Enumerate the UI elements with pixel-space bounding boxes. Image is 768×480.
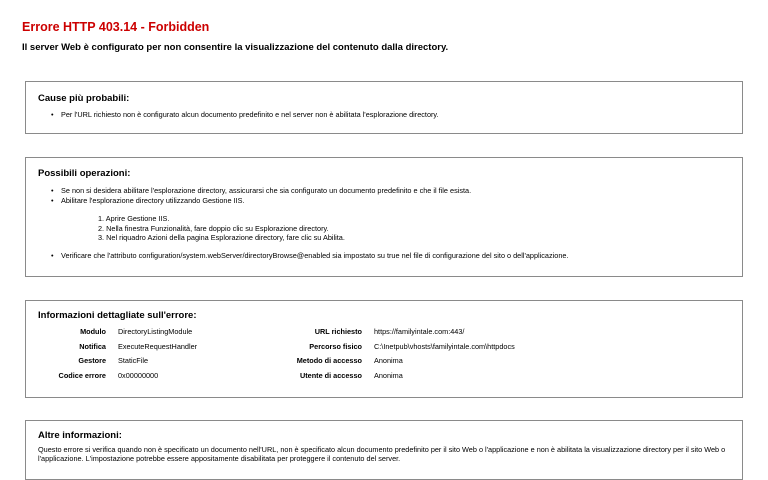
detail-key: Gestore	[78, 356, 106, 365]
operations-panel	[25, 157, 743, 277]
details-table-left	[38, 325, 197, 383]
step-item: 2. Nella finestra Funzionalità, fare doppio clic su Esplorazione directory.	[98, 223, 329, 233]
detail-key: Utente di accesso	[299, 370, 362, 380]
table-row	[38, 354, 197, 369]
details-panel	[25, 300, 743, 398]
detail-value: 0x00000000	[118, 370, 159, 380]
detail-key: Percorso fisico	[309, 341, 362, 351]
detail-value: DirectoryListingModule	[118, 327, 193, 336]
table-row	[286, 325, 515, 340]
table-row	[38, 325, 197, 340]
more-info-heading: Altre informazioni:	[38, 430, 122, 441]
operations-list	[61, 186, 471, 205]
list-item: • Se non si desidera abilitare l'esplorazione directory, assicurarsi che sia configurato un documento predefinito e che il file esista.	[61, 186, 471, 196]
error-subtitle: Il server Web è configurato per non consentire la visualizzazione del contenuto dalla directory.	[22, 42, 449, 53]
causes-heading: Cause più probabili:	[38, 93, 130, 104]
details-heading: Informazioni dettagliate sull'errore:	[38, 310, 197, 321]
steps-list	[98, 214, 345, 243]
detail-value: https://familyintale.com:443/	[374, 327, 465, 336]
details-table-right	[286, 325, 515, 383]
step-item: 1. Aprire Gestione IIS.	[98, 214, 170, 223]
detail-key: Codice errore	[58, 370, 106, 380]
table-row	[38, 369, 197, 384]
operations-heading: Possibili operazioni:	[38, 168, 131, 179]
detail-key: Metodo di accesso	[296, 356, 362, 365]
table-row	[286, 340, 515, 355]
operations-list-extra	[61, 251, 568, 261]
detail-value: StaticFile	[118, 356, 149, 365]
causes-list	[61, 110, 439, 120]
more-info-panel	[25, 420, 743, 480]
detail-key: URL richiesto	[314, 327, 362, 336]
list-item: • Abilitare l'esplorazione directory utilizzando Gestione IIS.	[61, 196, 471, 206]
detail-value: Anonima	[374, 370, 403, 380]
table-row	[38, 340, 197, 355]
detail-key: Modulo	[80, 327, 106, 336]
list-item: • Verificare che l'attributo configuration/system.webServer/directoryBrowse@enabled sia impostato su true nel file di configurazione del sito o dell'applicazione.	[61, 251, 568, 261]
causes-panel	[25, 81, 743, 134]
table-row	[286, 369, 515, 384]
detail-key: Notifica	[79, 341, 106, 351]
detail-value: C:\Inetpub\vhosts\familyintale.com\httpdocs	[374, 341, 515, 351]
detail-value: Anonima	[374, 356, 403, 365]
step-item: 3. Nel riquadro Azioni della pagina Esplorazione directory, fare clic su Abilita.	[98, 233, 345, 242]
more-info-text: Questo errore si verifica quando non è specificato un documento nell'URL, non è specificato alcun documento predefinito per il sito Web o l'applicazione e non è abilitata la visualizzazione directory per il sito Web o l'applicazione. L'impostazione potrebbe essere appositamente disabilitata per proteggere il contenuto del server.	[38, 445, 726, 463]
detail-value: ExecuteRequestHandler	[118, 341, 198, 351]
list-item: • Per l'URL richiesto non è configurato alcun documento predefinito e nel server non è abilitata l'esplorazione directory.	[61, 110, 439, 120]
error-title: Errore HTTP 403.14 - Forbidden	[22, 20, 210, 34]
table-row	[286, 354, 515, 369]
